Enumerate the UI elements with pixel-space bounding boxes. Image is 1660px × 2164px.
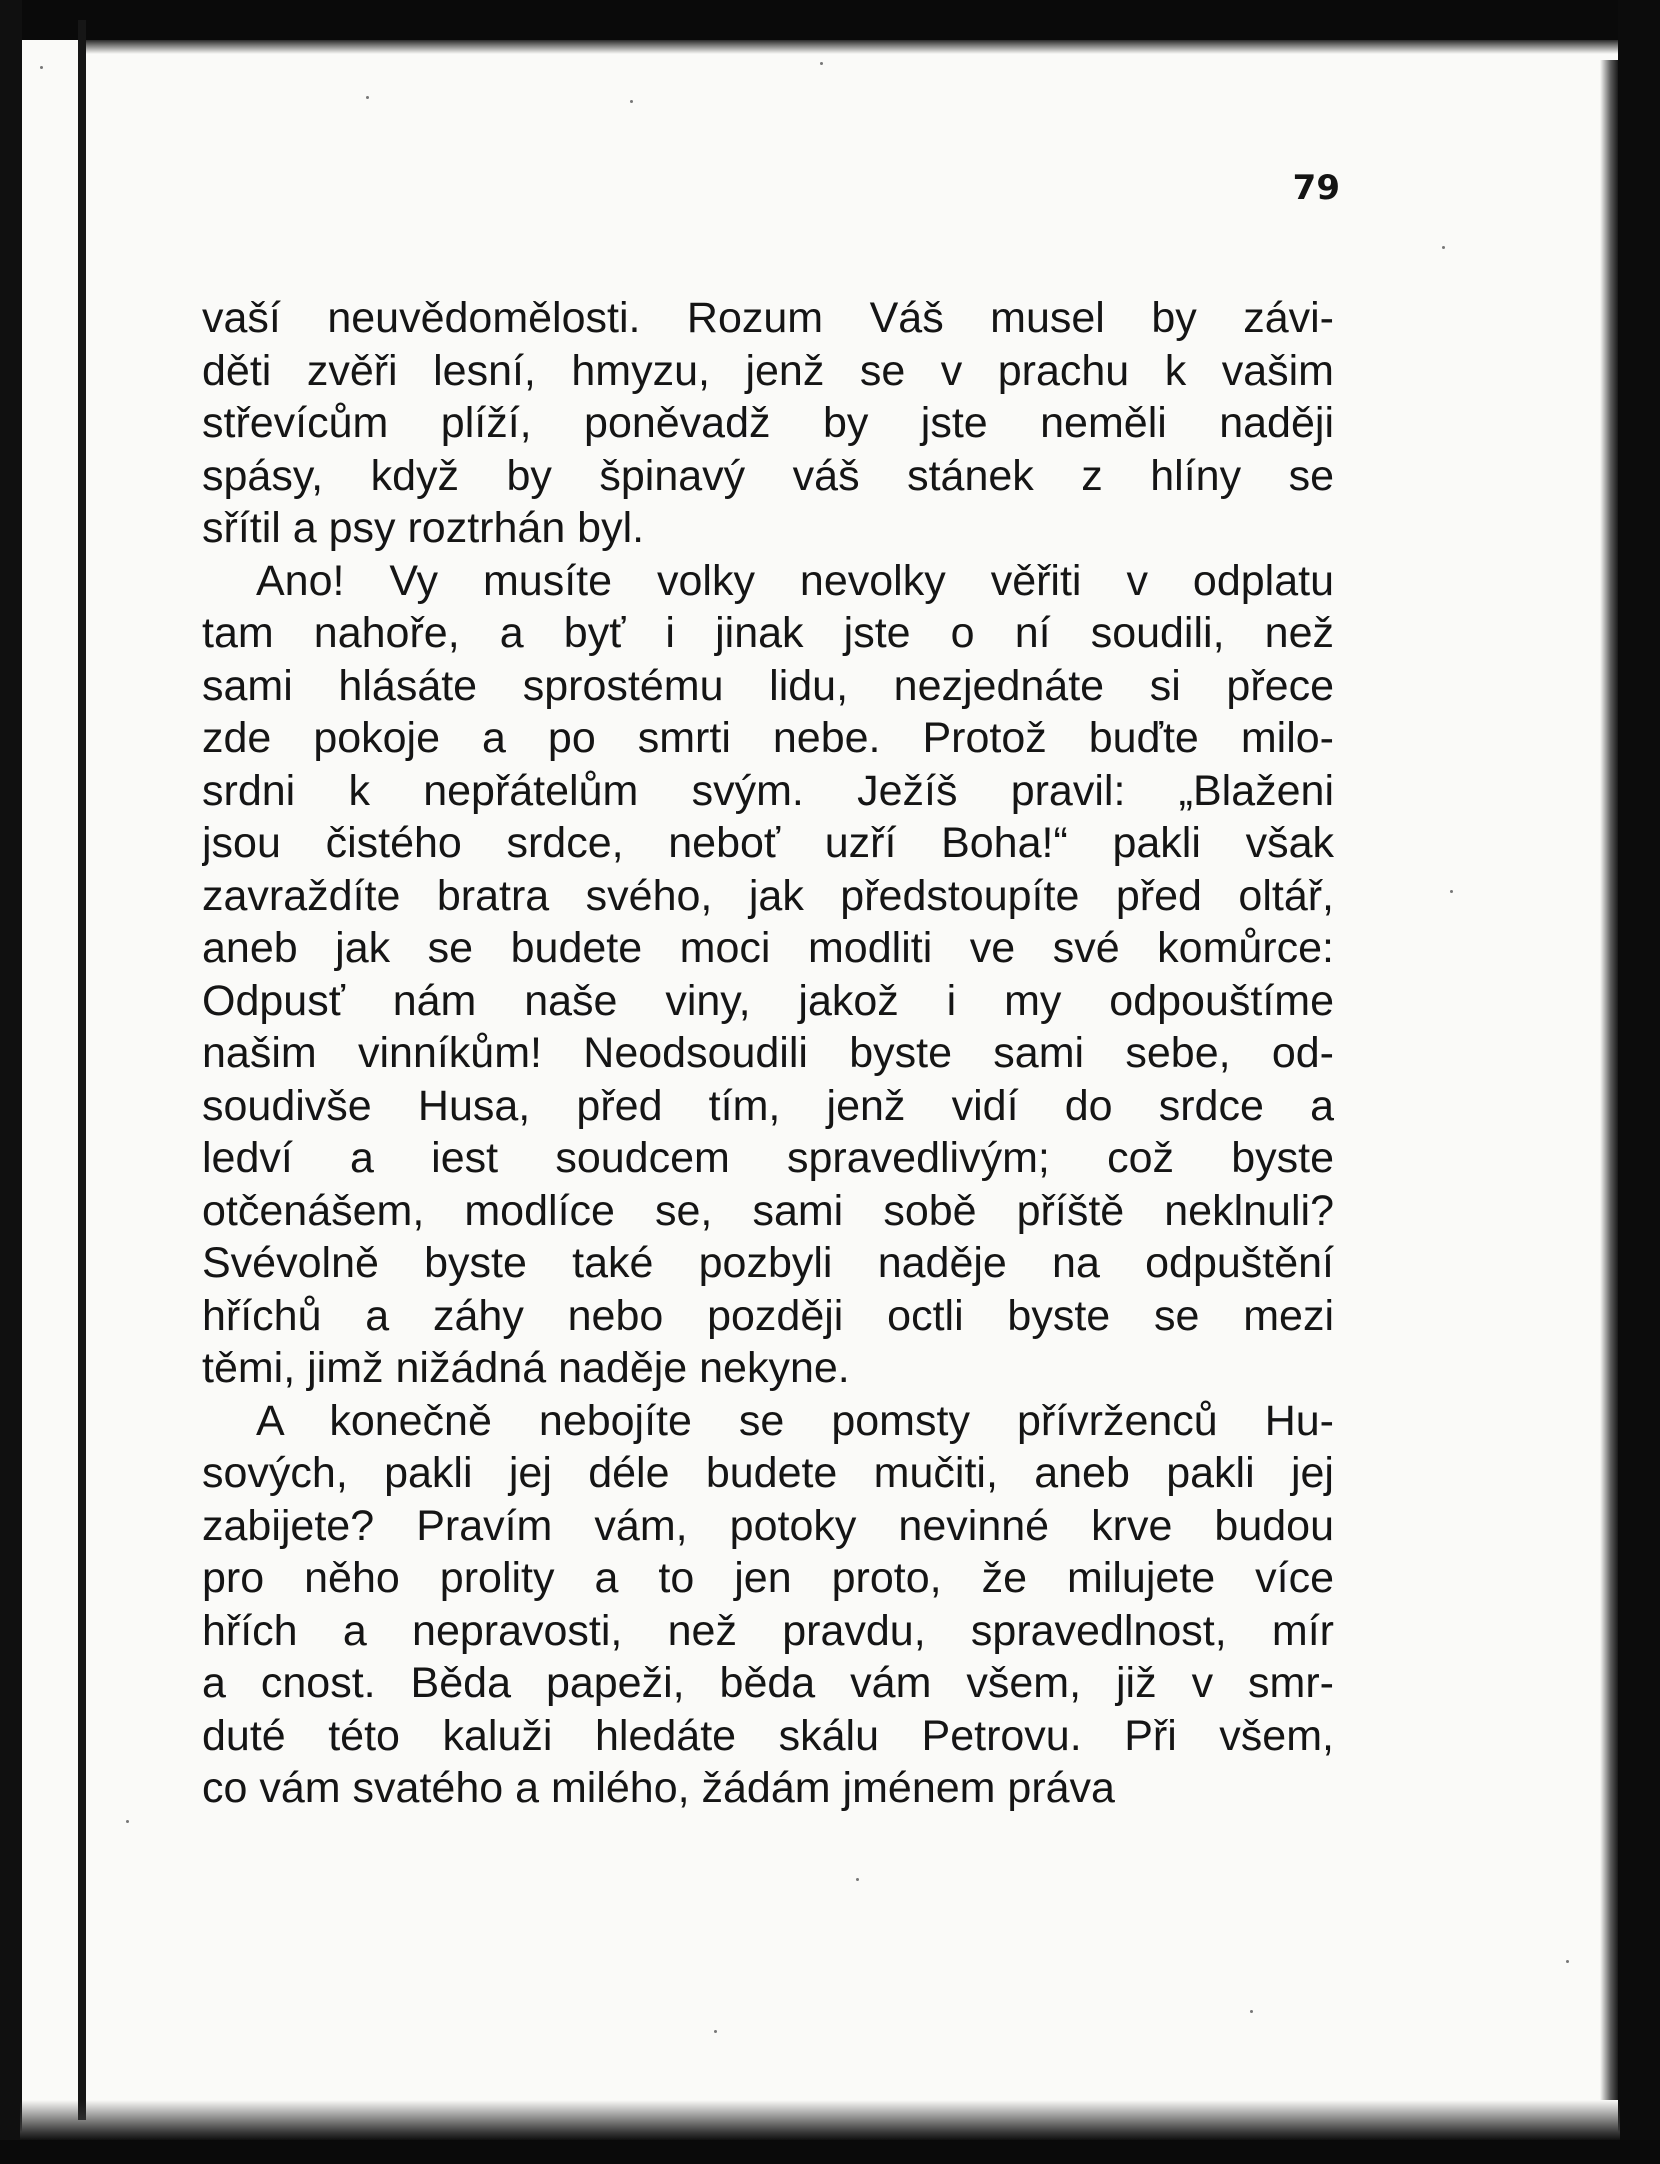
text-line: pro něho prolity a to jen proto, že milujete více [202, 1554, 1334, 1602]
text-line: soudivše Husa, před tím, jenž vidí do srdce a [202, 1081, 1334, 1130]
text-line: otčenášem, modlíce se, sami sobě příště neklnuli? [202, 1186, 1334, 1235]
dust-speck [366, 96, 369, 99]
dust-speck [630, 100, 633, 103]
text-line: našim vinníkům! Neodsoudili byste sami sebe, od- [202, 1029, 1334, 1077]
dust-speck [40, 66, 43, 69]
text-line: střevícům plíží, poněvadž by jste neměli naději [202, 399, 1334, 447]
scan-shadow-right [1600, 60, 1618, 2100]
scan-border-right [1618, 0, 1660, 2164]
dust-speck [714, 2030, 717, 2033]
text-line: Ano! Vy musíte volky nevolky věřiti v odplatu [256, 556, 1334, 605]
scan-shadow-bottom [20, 2100, 1620, 2140]
text-line: srdni k nepřátelům svým. Ježíš pravil: „Blaženi [202, 766, 1334, 815]
scan-border-top [0, 0, 1660, 40]
text-line: a cnost. Běda papeži, běda vám všem, již v smr- [202, 1659, 1334, 1707]
text-line: zavraždíte bratra svého, jak předstoupíte před oltář, [202, 871, 1334, 920]
text-line: ledví a iest soudcem spravedlivým; což byste [202, 1134, 1334, 1182]
text-line: Odpusť nám naše viny, jakož i my odpouštíme [202, 976, 1334, 1025]
text-line: děti zvěři lesní, hmyzu, jenž se v prachu k vašim [202, 346, 1334, 395]
text-line: duté této kaluži hledáte skálu Petrovu. Při všem, [202, 1711, 1334, 1760]
text-line: sřítil a psy roztrhán byl. [202, 504, 645, 552]
dust-speck [126, 1820, 129, 1823]
dust-speck [1450, 890, 1453, 893]
text-line: zde pokoje a po smrti nebe. Protož buďte milo- [202, 714, 1334, 762]
dust-speck [856, 1878, 859, 1881]
text-line: Svévolně byste také pozbyli naděje na odpuštění [202, 1239, 1334, 1287]
scan-border-bottom [0, 2140, 1660, 2164]
page-number: 79 [1292, 168, 1340, 208]
body-text [202, 292, 1334, 1815]
dust-speck [1250, 2010, 1253, 2013]
scan-binding-line [78, 20, 86, 2120]
paragraph [202, 292, 1334, 555]
text-line: těmi, jimž nižádná naděje nekyne. [202, 1344, 850, 1392]
text-line: spásy, když by špinavý váš stánek z hlíny se [202, 451, 1334, 500]
dust-speck [1442, 246, 1445, 249]
text-line: aneb jak se budete moci modliti ve své komůrce: [202, 924, 1334, 972]
text-line: hříchů a záhy nebo později octli byste se mezi [202, 1291, 1334, 1340]
text-line: co vám svatého a milého, žádám jménem práva [202, 1764, 1115, 1812]
paragraph [202, 555, 1334, 1395]
text-line: zabijete? Pravím vám, potoky nevinné krve budou [202, 1501, 1334, 1550]
dust-speck [820, 62, 823, 65]
text-line: tam nahoře, a byť i jinak jste o ní soudili, než [202, 609, 1334, 657]
text-line: A konečně nebojíte se pomsty přívrženců Hu- [256, 1396, 1334, 1445]
paragraph [202, 1395, 1334, 1815]
text-line: jsou čistého srdce, neboť uzří Boha!“ pakli však [202, 819, 1334, 867]
text-line: sami hlásáte sprostému lidu, nezjednáte si přece [202, 661, 1334, 710]
scan-shadow-top [85, 40, 1645, 54]
dust-speck [1566, 1960, 1569, 1963]
text-line: hřích a nepravosti, než pravdu, spravedlnost, mír [202, 1606, 1334, 1655]
text-line: vaší neuvědomělosti. Rozum Váš musel by závi- [202, 294, 1334, 342]
text-line: sových, pakli jej déle budete mučiti, aneb pakli jej [202, 1449, 1334, 1497]
scan-border-left [0, 0, 22, 2164]
